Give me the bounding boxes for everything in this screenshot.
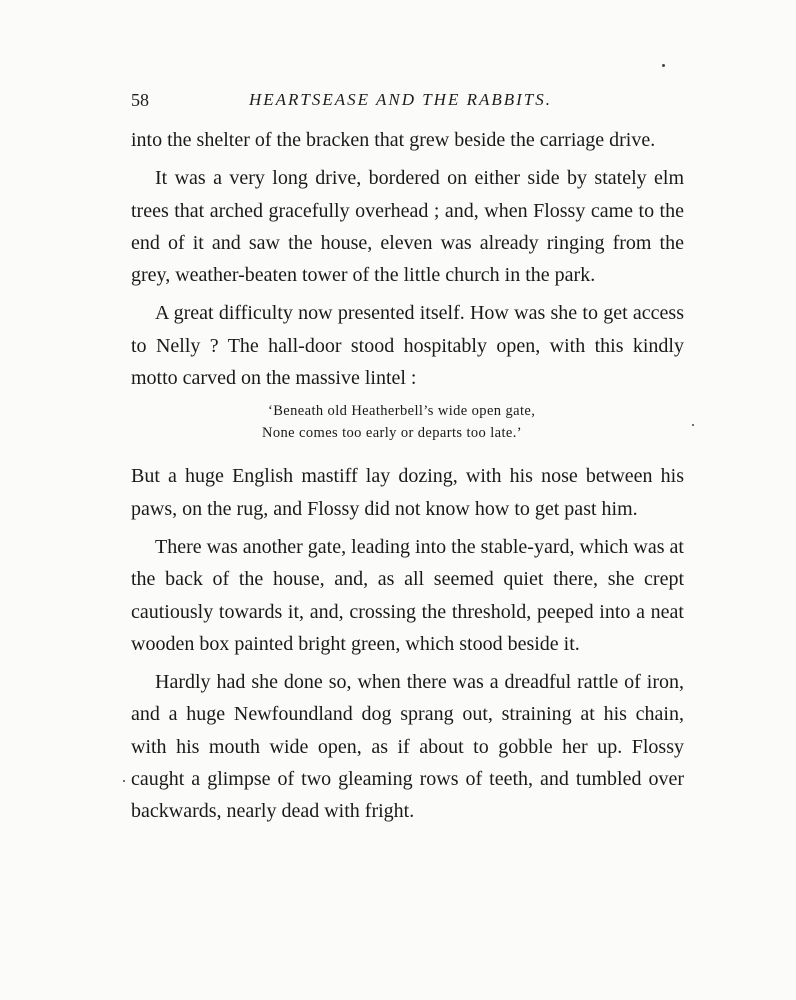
verse-line: ‘Beneath old Heatherbell’s wide open gate,	[268, 403, 536, 420]
verse-line: None comes too early or departs too late.’	[262, 425, 522, 442]
paper-speck	[692, 424, 694, 426]
page-number: 58	[131, 90, 149, 110]
paragraph: But a huge English mastiff lay dozing, with his nose between his paws, on the rug, and Flossy did not know how to get past him.	[131, 465, 684, 520]
paragraph: It was a very long drive, bordered on either side by stately elm trees that arched gracefully overhead ; and, when Flossy came to the end of it and saw the house, eleven was already ringing from the grey, weather-beaten tower of the little church in the park.	[131, 167, 684, 287]
page-body	[131, 124, 684, 834]
paragraph: There was another gate, leading into the stable-yard, which was at the back of the house, and, as all seemed quiet there, she crept cautiously towards it, and, crossing the threshold, peeped into a neat wooden box painted bright green, which stood beside it.	[131, 535, 684, 655]
page-header	[131, 90, 684, 118]
paragraph: Hardly had she done so, when there was a dreadful rattle of iron, and a huge Newfoundland dog sprang out, straining at his chain, with his mouth wide open, as if about to gobble her up. Flossy caught a glimpse of two gleaming rows of teeth, and tumbled over backwards, nearly dead with fright.	[131, 671, 684, 823]
paragraph: into the shelter of the bracken that grew beside the carriage drive.	[131, 129, 656, 151]
paragraph: A great difficulty now presented itself. How was she to get access to Nelly ? The hall-door stood hospitably open, with this kindly motto carved on the massive lintel :	[131, 302, 684, 390]
paper-speck	[123, 780, 125, 782]
motto-verse	[131, 400, 684, 444]
running-title: HEARTSEASE AND THE RABBITS.	[249, 90, 552, 109]
paper-speck	[662, 64, 665, 67]
